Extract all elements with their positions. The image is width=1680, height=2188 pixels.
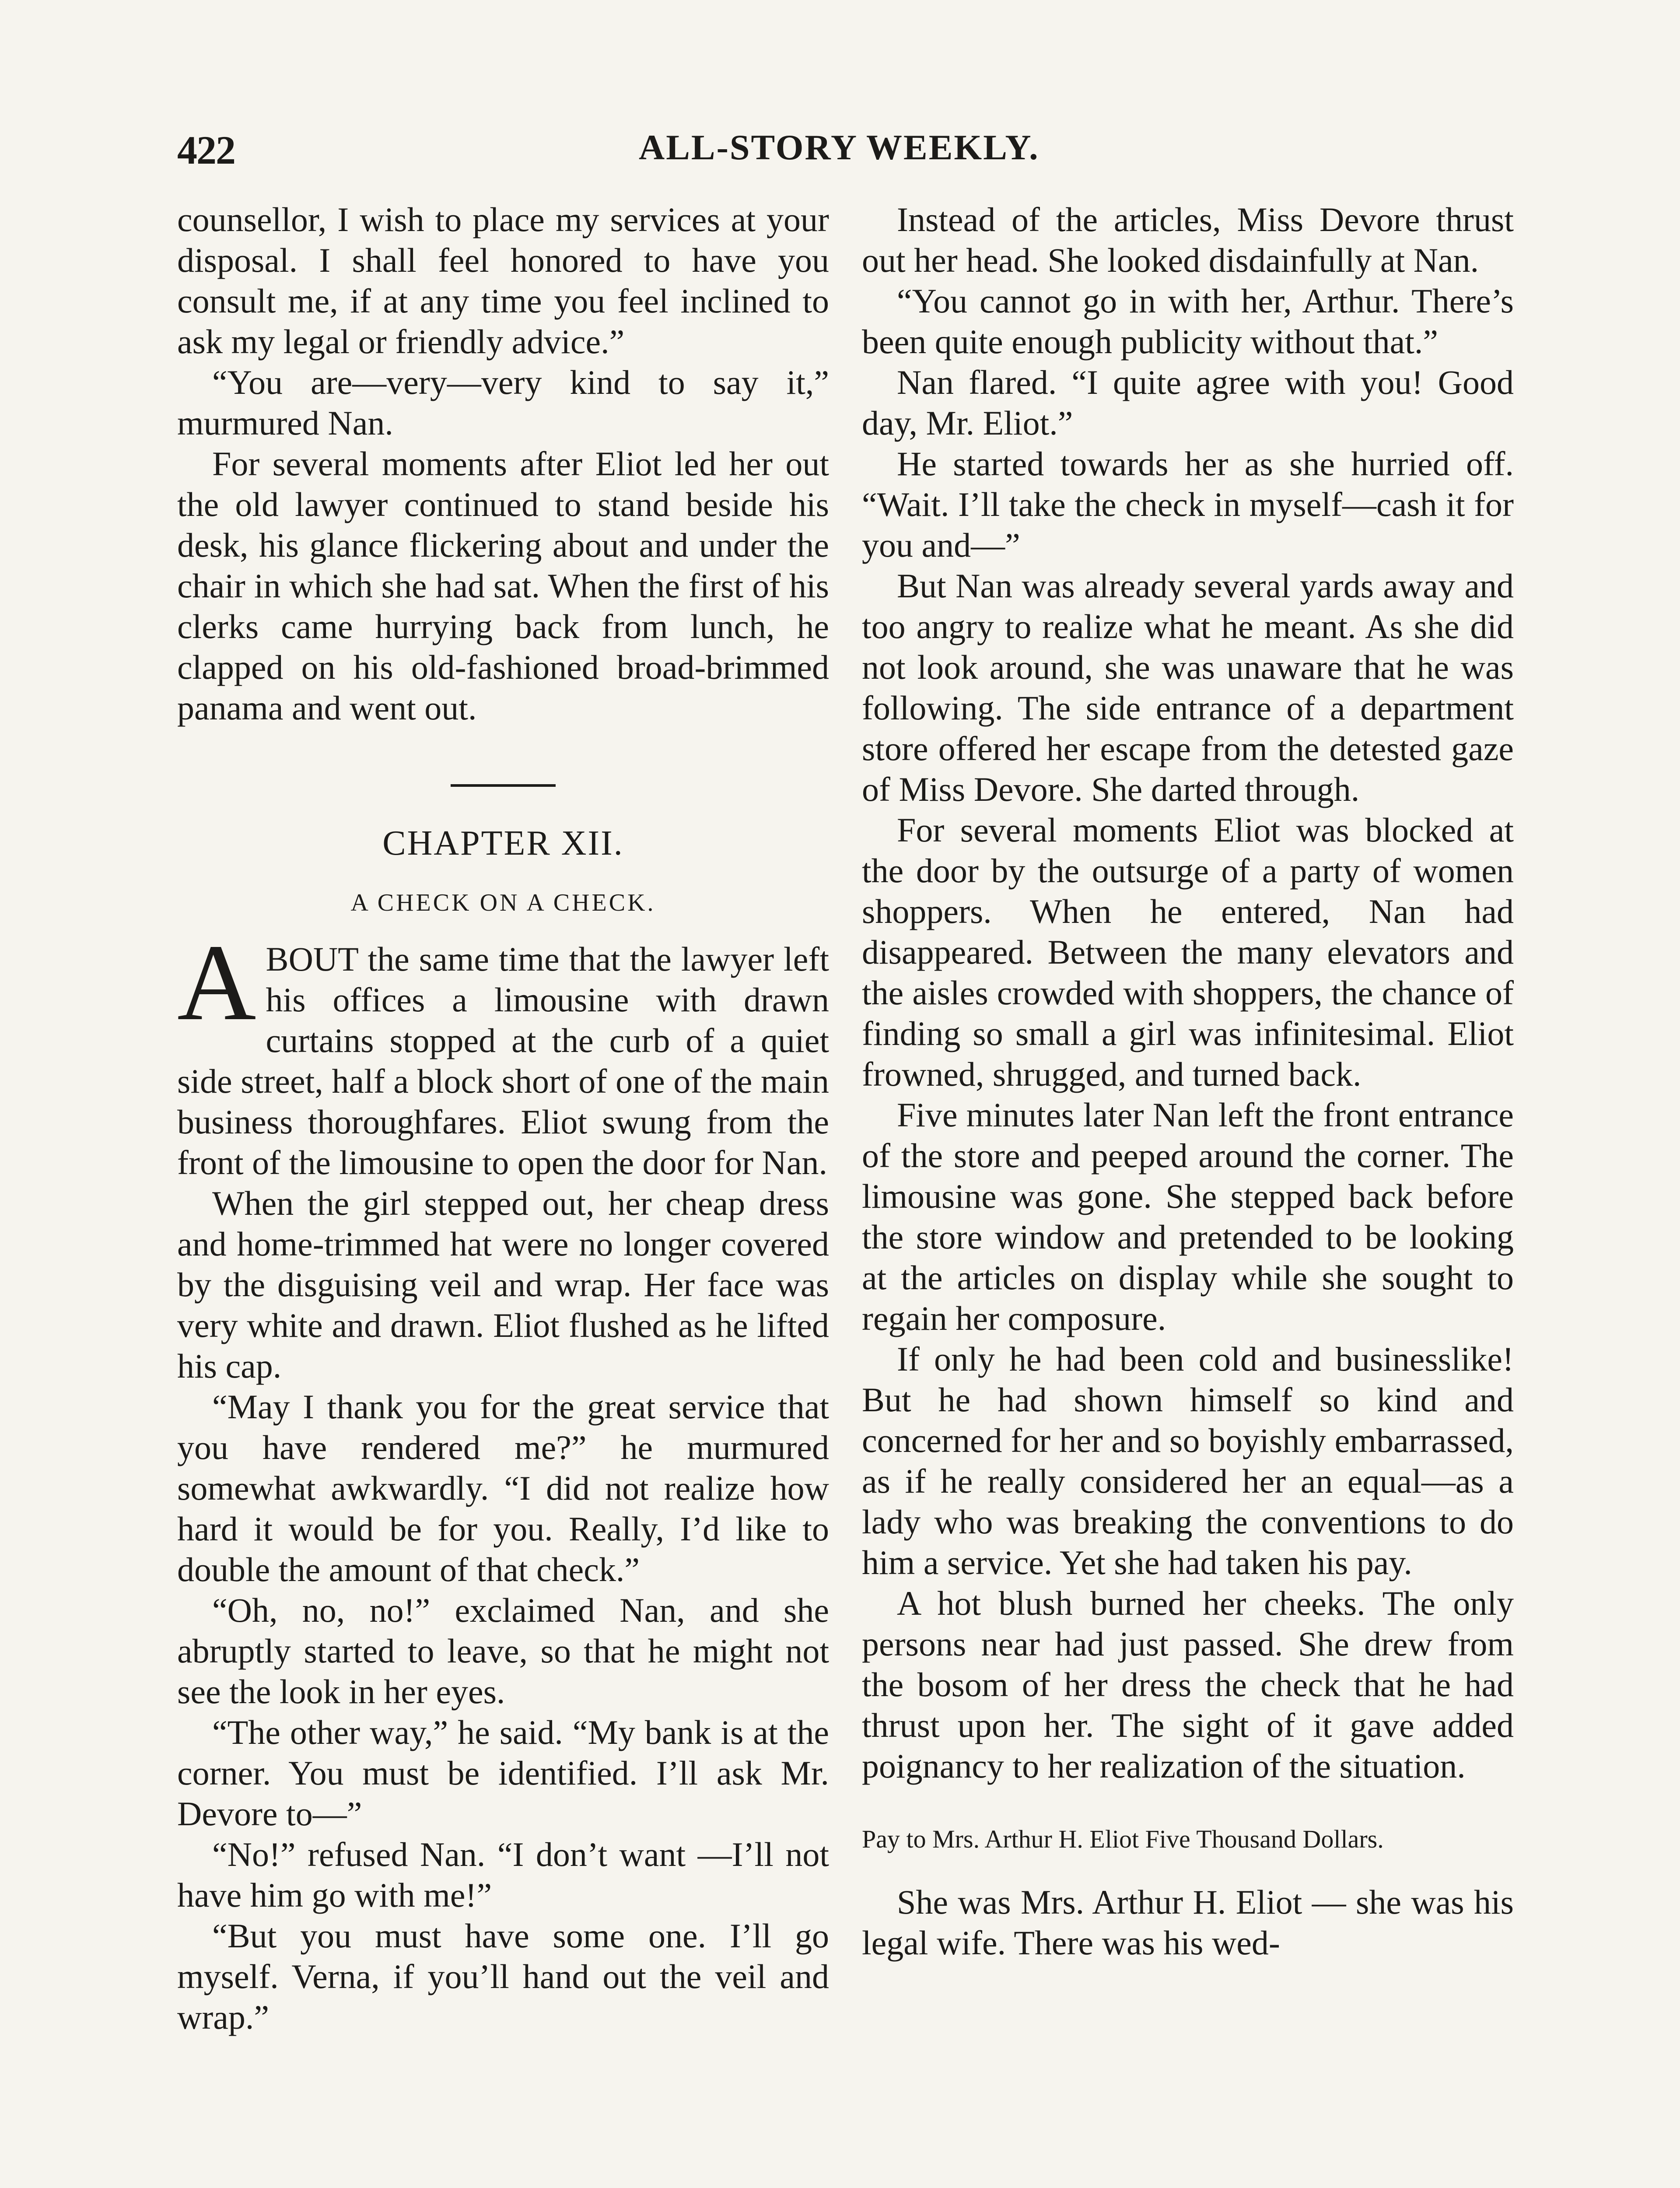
- paragraph: For several moments after Eliot led her out the old lawyer continued to stand beside his desk, his glance flickering about and under the chair in which she had sat. When the first of his clerks came hurrying back from lunch, he clapped on his old-fashioned broad-brimmed panama and went out.: [177, 445, 829, 727]
- paragraph: “No!” refused Nan. “I don’t want —I’ll not have him go with me!”: [177, 1835, 829, 1914]
- drop-cap: A: [177, 922, 256, 1043]
- paragraph: When the girl stepped out, her cheap dress and home-trimmed hat were no longer covered by the disguising veil and wrap. Her face was very white and drawn. Eliot flushed as he lifted his cap.: [177, 1184, 829, 1385]
- paragraph: “You cannot go in with her, Arthur. There’s been quite enough publicity without that.”: [862, 282, 1514, 361]
- right-column: [862, 199, 1514, 1963]
- opening-paragraph: [177, 922, 829, 1183]
- paragraph: “The other way,” he said. “My bank is at the corner. You must be identified. I’ll ask Mr. Devore to—”: [177, 1713, 829, 1833]
- paragraph: “But you must have some one. I’ll go myself. Verna, if you’ll hand out the veil and wrap.”: [177, 1917, 829, 2036]
- paragraph: For several moments Eliot was blocked at the door by the outsurge of a party of women shoppers. When he entered, Nan had disappeared. Between the many elevators and the aisles crowded with shoppers, the chance of finding so small a girl was infinitesimal. Eliot frowned, shrugged, and turned back.: [862, 811, 1514, 1093]
- paragraph: Nan flared. “I quite agree with you! Good day, Mr. Eliot.”: [862, 363, 1514, 442]
- paragraph: BOUT the same time that the lawyer left his offices a limousine with drawn curtains stopped at the curb of a quiet side street, half a block short of one of the main business thoroughfares. Eliot swung from the front of the limousine to open the door for Nan.: [177, 940, 829, 1182]
- paragraph: Five minutes later Nan left the front entrance of the store and peeped around the corner. The limousine was gone. She stepped back before the store window and pretended to be looking at the articles on display while she sought to regain her composure.: [862, 1096, 1514, 1337]
- paragraph: He started towards her as she hurried off. “Wait. I’ll take the check in myself—cash it for you and—”: [862, 445, 1514, 564]
- paragraph: But Nan was already several yards away and too angry to realize what he meant. As she did not look around, she was unaware that he was following. The side entrance of a department store offered her escape from the detested gaze of Miss Devore. She darted through.: [862, 567, 1514, 808]
- paragraph: If only he had been cold and businesslike! But he had shown himself so kind and concerned for her and so boyishly embarrassed, as if he really considered her an equal—as a lady who was breaking the conventions to do him a service. Yet she had taken his pay.: [862, 1340, 1514, 1581]
- page-number: 422: [177, 128, 235, 172]
- paragraph: Instead of the articles, Miss Devore thrust out her head. She looked disdainfully at Nan.: [862, 200, 1514, 279]
- paragraph: “Oh, no, no!” exclaimed Nan, and she abruptly started to leave, so that he might not see the look in her eyes.: [177, 1591, 829, 1711]
- paragraph: counsellor, I wish to place my services at your disposal. I shall feel honored to have you consult me, if at any time you feel inclined to ask my legal or friendly advice.”: [177, 200, 829, 361]
- check-text: Pay to Mrs. Arthur H. Eliot Five Thousand Dollars.: [862, 1825, 1384, 1853]
- chapter-title: CHAPTER XII.: [382, 824, 624, 863]
- section-divider: [451, 784, 556, 787]
- chapter-subtitle: A CHECK ON A CHECK.: [350, 889, 656, 916]
- left-column: [177, 199, 829, 2037]
- paragraph: A hot blush burned her cheeks. The only persons near had just passed. She drew from the bosom of her dress the check that he had thrust upon her. The sight of it gave added poignancy to her realization of the situation.: [862, 1584, 1514, 1785]
- paragraph: She was Mrs. Arthur H. Eliot — she was his legal wife. There was his wed-: [862, 1883, 1514, 1962]
- page-header: [0, 127, 1680, 188]
- running-head: ALL-STORY WEEKLY.: [639, 127, 1040, 167]
- paragraph: “May I thank you for the great service that you have rendered me?” he murmured somewhat awkwardly. “I did not realize how hard it would be for you. Really, I’d like to double the amount of that check.”: [177, 1388, 829, 1588]
- paragraph: “You are—very—very kind to say it,” murmured Nan.: [177, 363, 829, 442]
